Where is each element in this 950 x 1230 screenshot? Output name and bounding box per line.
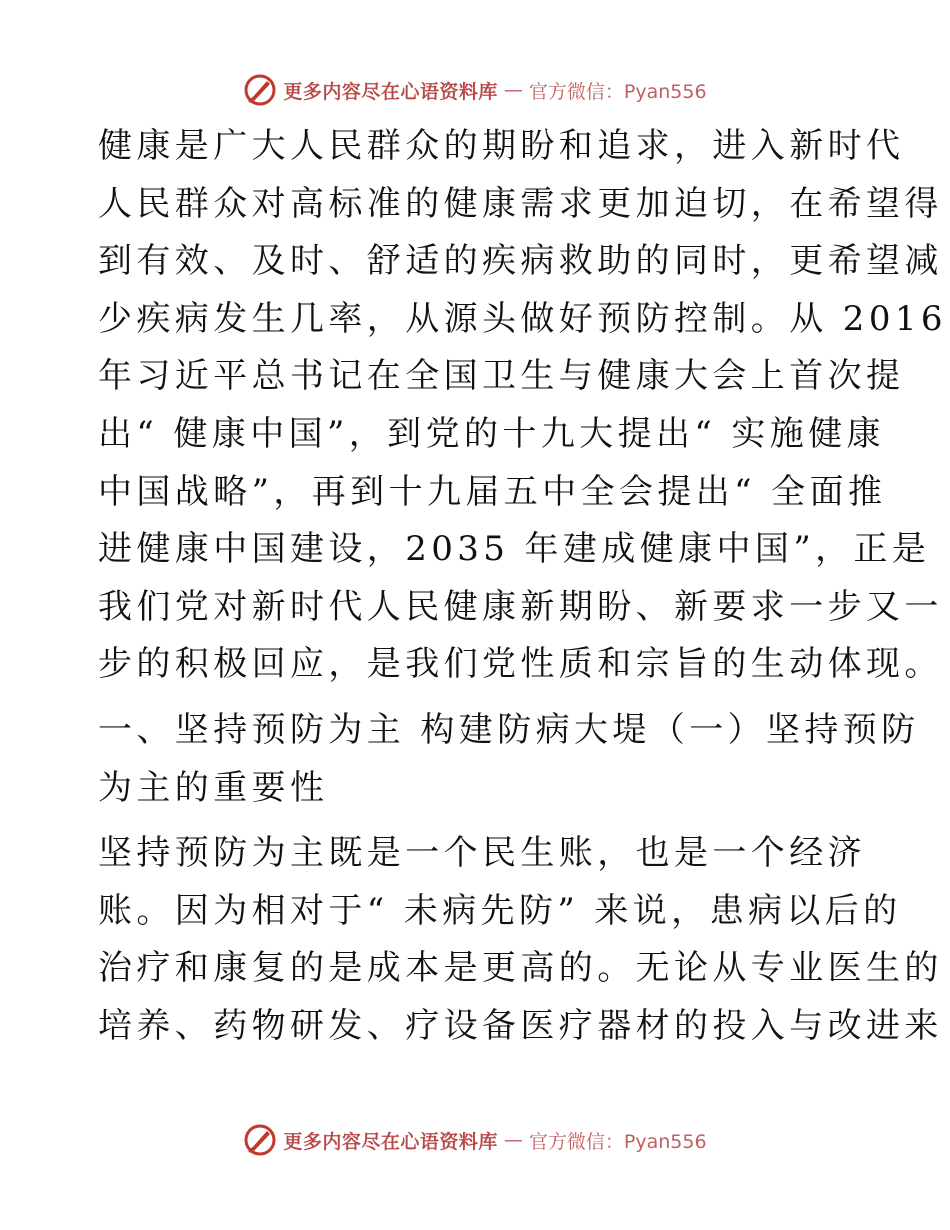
text-line: 中国战略”，再到十九届五中全会提出“ 全面推 <box>98 471 887 512</box>
text-line: 我们党对新时代人民健康新期盼、新要求一步又一 <box>98 586 943 627</box>
text-line: 出“ 健康中国”，到党的十九大提出“ 实施健康 <box>98 413 885 454</box>
text-line: 账。因为相对于“ 未病先防” 来说，患病以后的 <box>98 890 902 931</box>
paragraph-intro <box>98 118 947 694</box>
text-line: 人民群众对高标准的健康需求更加迫切，在希望得 <box>98 183 943 224</box>
text-line: 年习近平总书记在全国卫生与健康大会上首次提 <box>98 356 905 397</box>
text-line: 进健康中国建设，2035 年建成健康中国”，正是 <box>98 529 931 570</box>
footer-wechat-text: 官方微信：Pyan556 <box>528 1130 707 1153</box>
paragraph-gap <box>98 694 858 702</box>
quill-logo-icon <box>243 1123 277 1157</box>
text-line: 培养、药物研发、疗设备医疗器材的投入与改进来 <box>98 1005 943 1046</box>
footer-banner <box>0 1118 950 1162</box>
text-line: 健康是广大人民群众的期盼和追求，进入新时代 <box>98 126 905 166</box>
quill-logo-icon <box>243 73 277 107</box>
paragraph-prevention <box>98 825 943 1055</box>
paragraph-gap <box>98 817 858 825</box>
text-line: 步的积极回应，是我们党性质和宗旨的生动体现。 <box>98 644 943 685</box>
footer-dash: — <box>503 1129 523 1151</box>
document-body <box>98 118 947 1056</box>
text-line: 到有效、及时、舒适的疾病救助的同时，更希望减 <box>98 241 943 282</box>
text-line: 少疾病发生几率，从源头做好预防控制。从 2016 <box>98 298 947 339</box>
header-banner <box>0 68 950 112</box>
section-heading <box>98 702 920 817</box>
heading-line: 为主的重要性 <box>98 767 329 808</box>
header-site-text: 更多内容尽在心语资料库 <box>283 80 498 103</box>
header-dash: — <box>503 79 523 101</box>
header-wechat-text: 官方微信：Pyan556 <box>528 80 707 103</box>
heading-line: 一、坚持预防为主 构建防病大堤（一）坚持预防 <box>98 709 920 750</box>
text-line: 坚持预防为主既是一个民生账，也是一个经济 <box>98 833 866 874</box>
footer-site-text: 更多内容尽在心语资料库 <box>283 1130 498 1153</box>
text-line: 治疗和康复的是成本是更高的。无论从专业医生的 <box>98 948 943 989</box>
